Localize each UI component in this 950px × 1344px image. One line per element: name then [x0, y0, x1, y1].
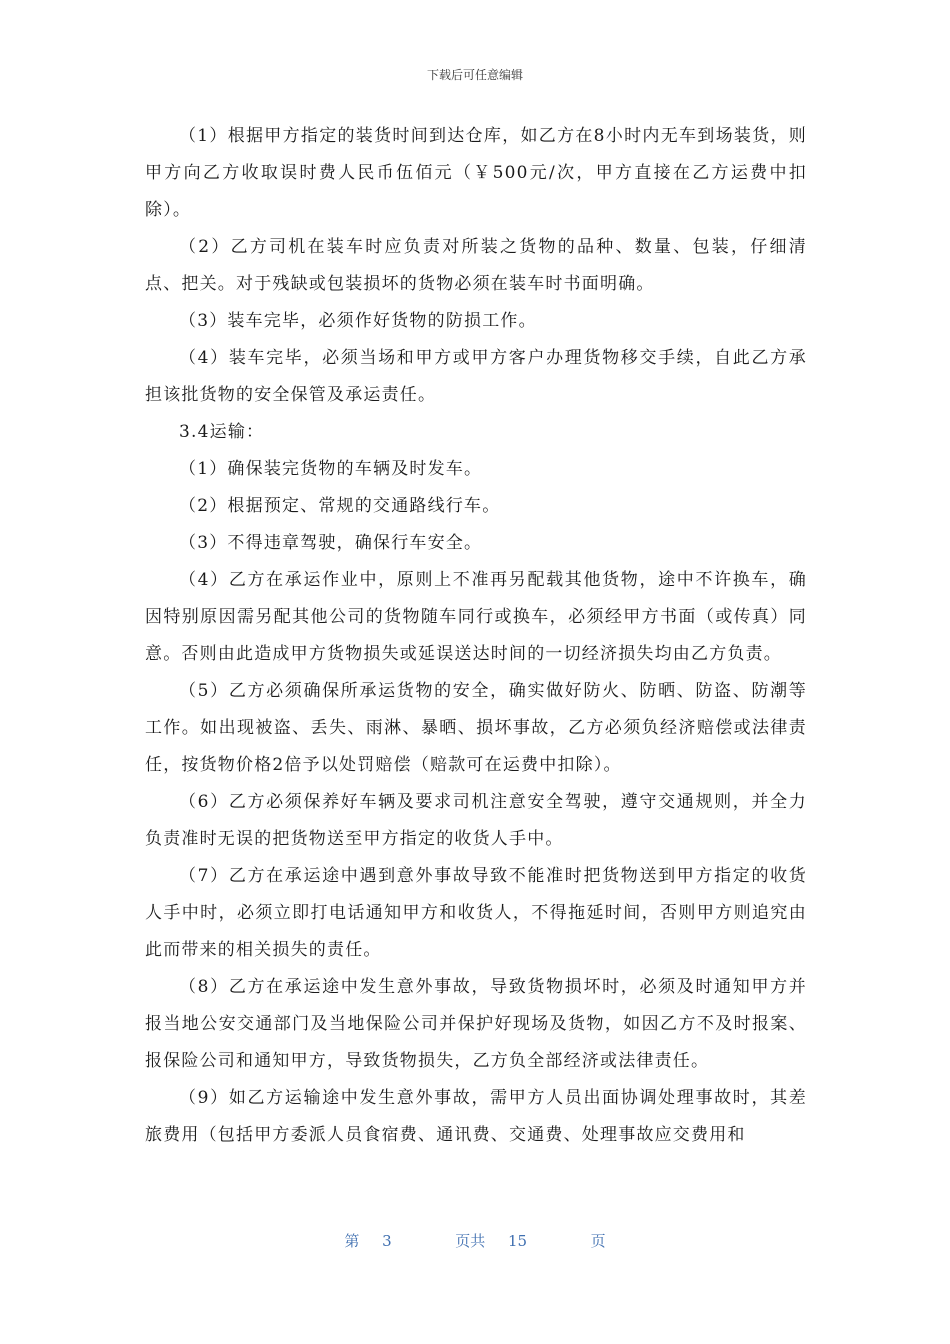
page-footer — [0, 1230, 950, 1251]
footer-prefix: 第 — [344, 1232, 360, 1250]
paragraph-6: （1）确保装完货物的车辆及时发车。 — [179, 459, 483, 479]
paragraph-10: （5）乙方必须确保所承运货物的安全，确实做好防火、防晒、防盗、防潮等工作。如出现被盗、丢失、雨淋、暴晒、损坏事故，乙方必须负经济赔偿或法律责任，按货物价格2倍予以处罚赔偿（赔款可在运费中扣除）。 — [145, 681, 807, 775]
paragraph-4: （4）装车完毕，必须当场和甲方或甲方客户办理货物移交手续，自此乙方承担该批货物的安全保管及承运责任。 — [145, 348, 807, 405]
paragraph-13: （8）乙方在承运途中发生意外事故，导致货物损坏时，必须及时通知甲方并报当地公安交通部门及当地保险公司并保护好现场及货物，如因乙方不及时报案、报保险公司和通知甲方，导致货物损失，乙方负全部经济或法律责任。 — [145, 977, 807, 1071]
footer-suffix: 页 — [590, 1232, 606, 1250]
paragraph-12: （7）乙方在承运途中遇到意外事故导致不能准时把货物送到甲方指定的收货人手中时，必须立即打电话通知甲方和收货人，不得拖延时间，否则甲方则追究由此而带来的相关损失的责任。 — [145, 866, 807, 960]
paragraph-9: （4）乙方在承运作业中，原则上不准再另配载其他货物，途中不许换车，确因特别原因需另配其他公司的货物随车同行或换车，必须经甲方书面（或传真）同意。否则由此造成甲方货物损失或延误送达时间的一切经济损失均由乙方负责。 — [145, 570, 807, 664]
paragraph-8: （3）不得违章驾驶，确保行车安全。 — [179, 533, 483, 553]
footer-middle: 页共 — [455, 1232, 486, 1250]
footer-page-number: 3 — [382, 1232, 392, 1250]
paragraph-11: （6）乙方必须保养好车辆及要求司机注意安全驾驶，遵守交通规则，并全力负责准时无误的把货物送至甲方指定的收货人手中。 — [145, 792, 807, 849]
footer-total-pages: 15 — [508, 1232, 528, 1250]
paragraph-2: （2）乙方司机在装车时应负责对所装之货物的品种、数量、包装，仔细清点、把关。对于残缺或包装损坏的货物必须在装车时书面明确。 — [145, 237, 807, 294]
document-body — [145, 118, 807, 1154]
page-header: 下载后可任意编辑 — [426, 68, 523, 82]
paragraph-3: （3）装车完毕，必须作好货物的防损工作。 — [179, 311, 537, 331]
paragraph-1: （1）根据甲方指定的装货时间到达仓库，如乙方在8小时内无车到场装货，则甲方向乙方收取误时费人民币伍佰元（￥500元/次，甲方直接在乙方运费中扣除）。 — [145, 126, 807, 220]
section-heading-3-4: 3.4运输： — [179, 422, 265, 442]
paragraph-14: （9）如乙方运输途中发生意外事故，需甲方人员出面协调处理事故时，其差旅费用（包括甲方委派人员食宿费、通讯费、交通费、处理事故应交费用和 — [145, 1088, 807, 1145]
paragraph-7: （2）根据预定、常规的交通路线行车。 — [179, 496, 501, 516]
